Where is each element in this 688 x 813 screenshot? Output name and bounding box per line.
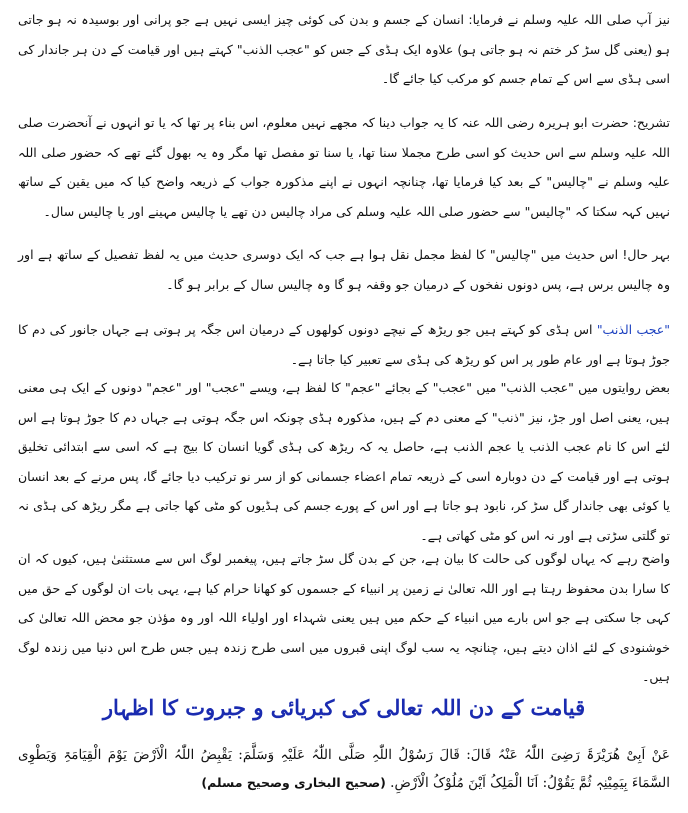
paragraph-hadith-translation: نیز آپ صلی اللہ علیہ وسلم نے فرمایا: انسان کے جسم و بدن کی کوئی چیز ایسی نہیں ہے جو پرانی اور بوسیدہ نہ ہو جاتی ہو (یعنی گل سڑ کر ختم نہ ہو جاتی ہو) علاوہ ایک ہڈی کے جس کو "عجب الذنب" کہتے ہیں اور قیامت کے دن ہر جاندار کی اسی ہڈی سے اس کے تمام جسم کو مرکب کیا جائے گا۔ [18, 12, 670, 86]
paragraph-ajb-al-dhanab-text: اس ہڈی کو کہتے ہیں جو ریڑھ کے نیچے دونوں کولھوں کے درمیان اس جگہ پر ہوتی ہے جہاں جانور کی دم کا جوڑ ہوتا ہے اور عام طور پر اس کو ریڑھ کی ہڈی سے تعبیر کیا جاتا ہے۔ [18, 322, 670, 367]
paragraph-ajb-al-dhanab [18, 315, 670, 374]
section-heading: قیامت کے دن اللہ تعالی کی کبریائی و جبروت کا اظہار [102, 695, 586, 720]
term-ajb-al-dhanab: "عجب الذنب" [596, 322, 671, 337]
paragraph-prophets-exception: واضح رہے کہ یہاں لوگوں کی حالت کا بیان ہے، جن کے بدن گل سڑ جاتے ہیں، پیغمبر لوگ اس سے مستثنیٰ ہیں، کیوں کہ ان کا سارا بدن محفوظ رہتا ہے اور اللہ تعالیٰ نے زمین پر انبیاء کے جسموں کو کھانا حرام کیا ہے، یہی بات ان لوگوں کے حق میں کہی جا سکتی ہے جو اس بارے میں انبیاء کے حکم میں ہیں یعنی شہداء اور اولیاء اللہ اور وہ مؤذن جو محض اللہ تعالیٰ کی خوشنودی کے لئے اذان دیتے ہیں، چنانچہ یہ سب لوگ اپنی قبروں میں اسی طرح زندہ ہیں جس طرح اس دنیا میں زندہ لوگ ہیں۔ [18, 551, 670, 684]
arabic-hadith-text: عَنْ اَبِیْ ھُرَیْرَۃَ رَضِیَ اللّٰہُ عَنْہُ قَالَ: قَالَ رَسُوْلُ اللّٰہِ صَلَّی اللّٰہُ عَلَیْہِ وَسَلَّمَ: یَقْبِضُ اللّٰہُ الْاَرْضَ یَوْمَ الْقِیَامَۃِ وَیَطْوِی السَّمَاءَ بِیَمِیْنِہٖ ثُمَّ یَقُوْلُ: اَنَا الْمَلِکُ اَیْنَ مُلُوْکُ الْاَرْضِ. [18, 747, 670, 791]
paragraph-word-meaning: بعض روایتوں میں "عجب الذنب" میں "عجب" کے بجائے "عجم" کا لفظ ہے، ویسے "عجب" اور "عجم" دونوں کے ایک ہی معنی ہیں، یعنی اصل اور جڑ، نیز "ذنب" کے معنی دم کے ہیں، مذکورہ ہڈی چونکہ اس جگہ ہوتی ہے جہاں دم کا جوڑ ہوتا ہے اس لئے اس کا نام عجب الذنب یا عجم الذنب ہے، حاصل یہ کہ ریڑھ کی ہڈی گویا انسان کا بیج ہے کہ اسی سے ابتدائی تخلیق ہوتی ہے اور قیامت کے دن دوبارہ اسی کے ذریعہ تمام اعضاء جسمانی کو از سر نو ترکیب دیا جائے گا، پس مرنے کے بعد انسان یا کوئی بھی جاندار گل سڑ کر، نابود ہو جاتا ہے اور اس کے پورے جسم کی ہڈیوں کو مٹی کھا جاتی ہے مگر ریڑھ کی ہڈی نہ تو گلتی سڑتی ہے اور نہ اس کو مٹی کھاتی ہے۔ [18, 380, 670, 543]
hadith-reference: (صحیح البخاری وصحیح مسلم) [201, 775, 386, 790]
arabic-hadith [18, 742, 670, 797]
paragraph-forty-years: بہر حال! اس حدیث میں "چالیس" کا لفظ مجمل نقل ہوا ہے جب کہ ایک دوسری حدیث میں یہ لفظ تفصیل کے ساتھ ہے اور وہ چالیس برس ہے، پس دونوں نفخوں کے درمیان جو وقفہ ہو گا وہ چالیس سال کے برابر ہو گا۔ [18, 247, 670, 292]
paragraph-explanation: تشریح: حضرت ابو ہریرہ رضی اللہ عنہ کا یہ جواب دینا کہ مجھے نہیں معلوم، اس بناء پر تھا کہ یا تو انہوں نے آنحضرت صلی اللہ علیہ وسلم سے اس حدیث کو اسی طرح مجملا سنا تھا، یا سنا تو مفصل تھا مگر وہ یہ بھول گئے تھے کہ حضور صلی اللہ علیہ وسلم نے "چالیس" کے بعد کیا فرمایا تھا، چنانچہ انہوں نے اپنے مذکورہ جواب کے ذریعہ واضح کیا کہ میں یقین کے ساتھ نہیں کہہ سکتا کہ "چالیس" سے حضور صلی اللہ علیہ وسلم کی مراد چالیس دن تھے یا چالیس مہینے اور یا چالیس سال۔ [18, 115, 670, 219]
